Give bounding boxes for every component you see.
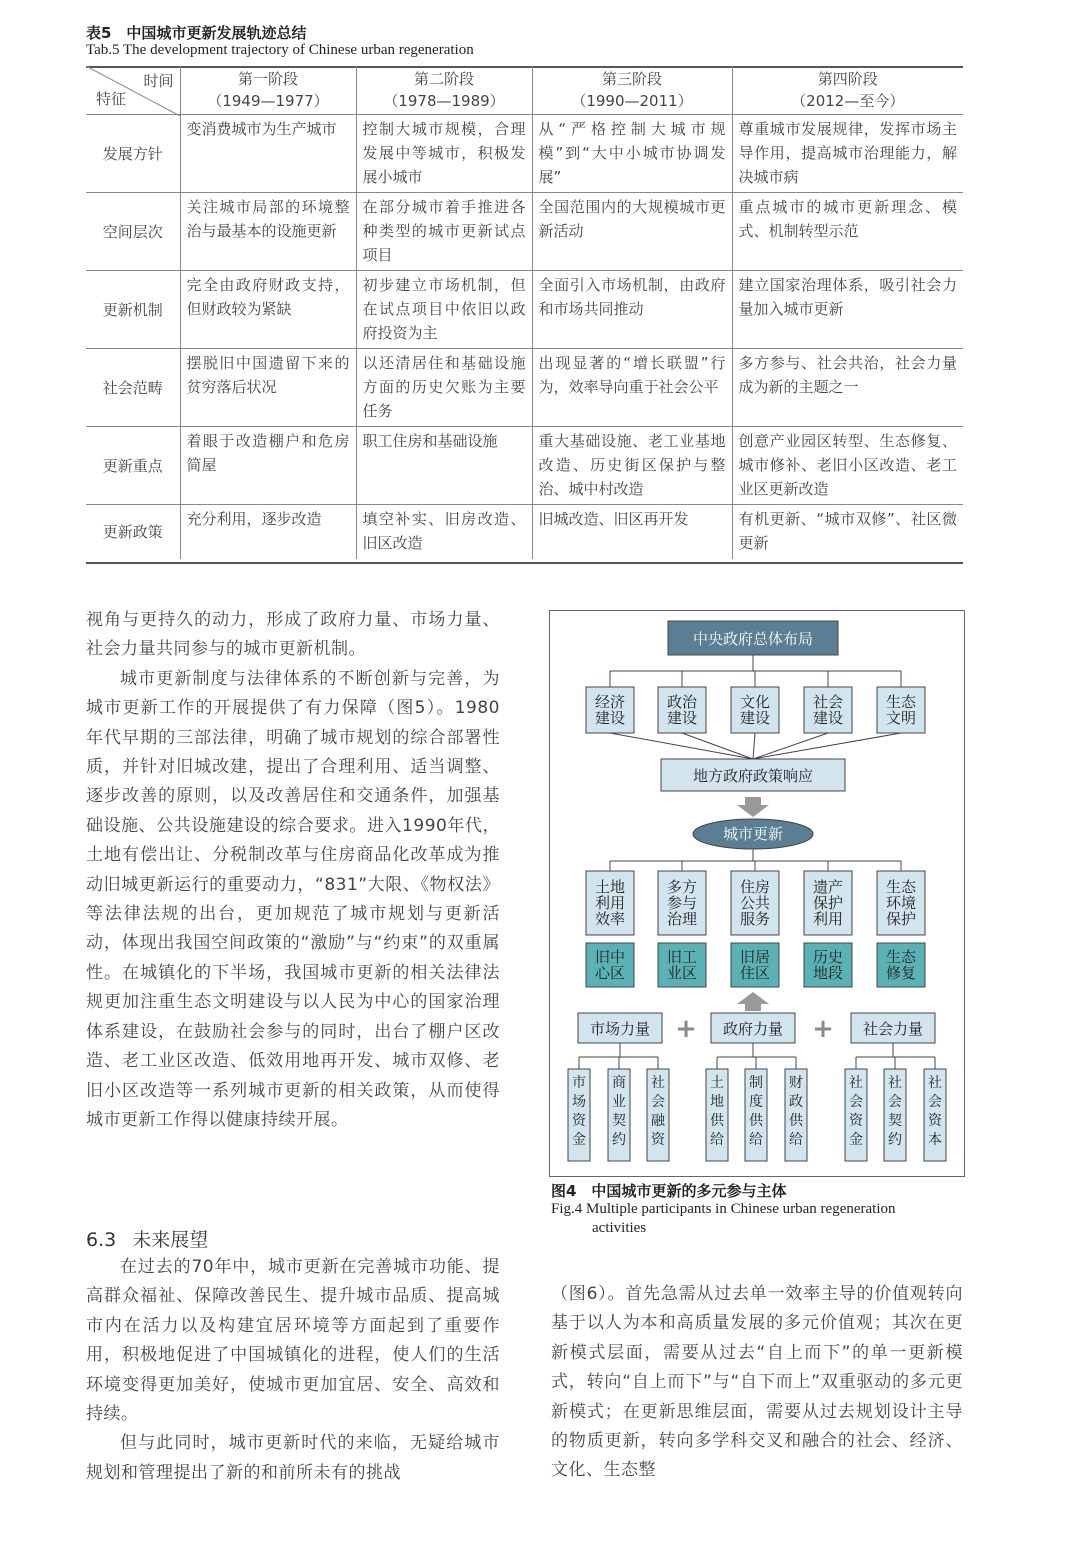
table-cell: 多方参与、社会共治，社会力量成为新的主题之一 [732,349,963,427]
stage-header: 第二阶段 （1978—1989） [356,66,532,115]
row-label: 更新机制 [86,271,180,349]
construction-label: 建设 [666,709,698,727]
source-label: 财 [789,1075,803,1091]
table-corner-cell [86,66,180,115]
source-label: 社 [928,1075,942,1091]
source-label: 度 [749,1094,763,1110]
paragraph: 视角与更持久的动力，形成了政府力量、市场力量、社会力量共同参与的城市更新机制。 [86,610,500,660]
area-label: 旧中 [594,948,626,966]
connector-line [753,733,755,759]
goal-label: 多方 [666,878,698,896]
table-cell: 填空补实、旧房改造、旧区改造 [356,505,532,559]
table-title-en: Tab.5 The development trajectory of Chinese urban regeneration [86,42,474,58]
goal-label: 住房 [739,878,771,896]
table-cell: 变消费城市为生产城市 [180,115,356,193]
source-label: 资 [572,1113,586,1129]
goal-label: 参与 [666,894,698,912]
goal-label: 保护 [885,910,917,928]
construction-label: 建设 [739,709,771,727]
table-cell: 有机更新、“城市双修”、社区微更新 [732,505,963,559]
down-arrow-icon [737,797,769,817]
construction-label: 社会 [812,693,844,711]
source-label: 会 [849,1094,863,1110]
connector-line [682,733,753,759]
force-label: 市场力量 [589,1020,651,1038]
area-label: 生态 [885,948,917,966]
construction-label: 文化 [739,693,771,711]
area-label: 历史 [812,948,844,966]
row-label: 社会范畴 [86,349,180,427]
source-label: 资 [928,1113,942,1129]
corner-time-label: 时间 [143,72,174,90]
area-label: 心区 [594,964,626,982]
source-label: 场 [572,1094,586,1110]
table-row [86,505,963,559]
stage-header: 第四阶段 （2012—至今） [732,66,963,115]
goal-label: 遗产 [812,878,844,896]
row-label: 空间层次 [86,193,180,271]
source-label: 土 [710,1075,724,1091]
stage-header: 第一阶段 （1949—1977） [180,66,356,115]
goal-label: 服务 [739,910,771,928]
table-cell: 职工住房和基础设施 [356,427,532,505]
source-label: 契 [612,1113,626,1129]
goal-label: 生态 [885,878,917,896]
goal-label: 保护 [812,894,844,912]
figure-caption-en: Fig.4 Multiple participants in Chinese urban regeneration activities [551,1201,896,1236]
source-label: 本 [928,1132,942,1148]
source-label: 给 [749,1132,763,1148]
source-label: 融 [651,1113,665,1129]
row-label: 发展方针 [86,115,180,193]
source-label: 给 [789,1132,803,1148]
table-cell: 在部分城市着手推进各种类型的城市更新试点项目 [356,193,532,271]
source-label: 金 [572,1132,586,1148]
up-arrow-icon [737,992,769,1011]
right-column [551,1280,963,1486]
row-label: 更新重点 [86,427,180,505]
table-row [86,271,963,349]
goal-label: 利用 [594,894,626,912]
local-government-label: 地方政府政策响应 [692,767,814,785]
source-label: 契 [888,1113,902,1129]
left-column-2 [86,1253,500,1488]
source-label: 资 [651,1132,665,1148]
table-cell: 从“严格控制大城市规模”到“大中小城市协调发展” [532,115,732,193]
table-cell: 创意产业园区转型、生态修复、城市修补、老旧小区改造、老工业区更新改造 [732,427,963,505]
table-cell: 出现显著的“增长联盟”行为，效率导向重于社会公平 [532,349,732,427]
area-label: 修复 [885,964,917,982]
source-label: 业 [612,1094,626,1110]
table-cell: 尊重城市发展规律，发挥市场主导作用，提高城市治理能力，解决城市病 [732,115,963,193]
source-label: 商 [612,1075,626,1091]
goal-label: 效率 [594,910,626,928]
area-label: 旧工 [666,948,698,966]
table-bottom-rule [86,562,963,564]
plus-icon: + [812,1014,834,1044]
goal-label: 治理 [666,910,698,928]
source-label: 政 [789,1094,803,1110]
goal-label: 环境 [885,894,917,912]
plus-icon: + [675,1014,697,1044]
table-row [86,349,963,427]
source-label: 社 [849,1075,863,1091]
source-label: 地 [710,1094,724,1110]
force-label: 政府力量 [722,1020,784,1038]
source-label: 社 [888,1075,902,1091]
table-cell: 充分利用，逐步改造 [180,505,356,559]
goal-label: 公共 [739,894,771,912]
construction-label: 政治 [666,693,698,711]
source-label: 供 [710,1113,724,1129]
construction-label: 经济 [594,693,626,711]
source-label: 金 [849,1132,863,1148]
source-label: 供 [749,1113,763,1129]
table-row [86,427,963,505]
section-heading [86,1225,208,1252]
table-row [86,193,963,271]
source-label: 约 [612,1132,626,1148]
table-cell: 重点城市的城市更新理念、模式、机制转型示范 [732,193,963,271]
participants-diagram [550,611,964,1176]
figure-frame [549,610,965,1177]
stage-header: 第三阶段 （1990—2011） [532,66,732,115]
source-label: 市 [572,1075,586,1091]
source-label: 会 [928,1094,942,1110]
table-cell: 初步建立市场机制，但在试点项目中依旧以政府投资为主 [356,271,532,349]
table-cell: 关注城市局部的环境整治与最基本的设施更新 [180,193,356,271]
table-cell: 重大基础设施、老工业基地改造、历史街区保护与整治、城中村改造 [532,427,732,505]
construction-label: 建设 [812,709,844,727]
force-label: 社会力量 [862,1020,924,1038]
row-label: 更新政策 [102,522,163,541]
table-cell: 以还清居住和基础设施方面的历史欠账为主要任务 [356,349,532,427]
trajectory-table [86,66,963,559]
area-label: 地段 [812,964,844,982]
area-label: 旧居 [739,948,771,966]
table-cell: 控制大城市规模，合理发展中等城市，积极发展小城市 [356,115,532,193]
construction-label: 生态 [885,693,917,711]
table-cell: 全国范围内的大规模城市更新活动 [532,193,732,271]
area-label: 住区 [739,964,771,982]
table-cell: 全面引入市场机制，由政府和市场共同推动 [532,271,732,349]
source-label: 会 [888,1094,902,1110]
table-cell: 建立国家治理体系，吸引社会力量加入城市更新 [732,271,963,349]
source-label: 资 [849,1113,863,1129]
construction-label: 文明 [885,709,917,727]
corner-feature-label: 特征 [96,90,127,108]
figure-caption: 图4 中国城市更新的多元参与主体 [551,1182,787,1200]
source-label: 会 [651,1094,665,1110]
table-cell: 完全由政府财政支持，但财政较为紧缺 [180,271,356,349]
table-row [86,115,963,193]
table-cell: 摆脱旧中国遗留下来的贫穷落后状况 [180,349,356,427]
table-cell: 旧城改造、旧区再开发 [532,505,732,559]
section-number: 6.3 [86,1229,117,1251]
paragraph: 在过去的70年中，城市更新在完善城市功能、提高群众福祉、保障改善民生、提升城市品质、提高城市内在活力以及构建宜居环境等方面起到了重要作用，积极地促进了中国城镇化的进程，使人们的生活环境变得更加美好，使城市更加宜居、安全、高效和持续。 [86,1257,500,1425]
source-label: 约 [888,1132,902,1148]
paragraph: （图6）。首先急需从过去单一效率主导的价值观转向基于以人为本和高质量发展的多元价值观；其次在更新模式层面，需要从过去“自上而下”的单一更新模式，转向“自上而下”与“自下而上”双重驱动的多元更新模式；在更新思维层面，需要从过去规划设计主导的物质更新，转向多学科交叉和融合的社会、经济、文化、生态整 [551,1284,963,1481]
paragraph: 但与此同时，城市更新时代的来临，无疑给城市规划和管理提出了新的和前所未有的挑战 [86,1433,500,1483]
table-cell: 着眼于改造棚户和危房简屋 [180,427,356,505]
source-label: 制 [749,1075,763,1091]
source-label: 社 [651,1075,665,1091]
central-government-label: 中央政府总体布局 [692,630,814,648]
connector-line [753,733,828,759]
source-label: 供 [789,1113,803,1129]
connector-line [610,733,753,759]
left-column [86,606,500,1135]
urban-renewal-label: 城市更新 [722,825,784,843]
section-title: 未来展望 [132,1229,209,1251]
connector-line [753,733,901,759]
table-title: 表5 中国城市更新发展轨迹总结 [86,24,307,42]
goal-label: 土地 [594,878,626,896]
table-header-row [86,66,963,115]
goal-label: 利用 [812,910,844,928]
area-label: 业区 [666,964,698,982]
source-label: 给 [710,1132,724,1148]
construction-label: 建设 [594,709,626,727]
paragraph: 城市更新制度与法律体系的不断创新与完善，为城市更新工作的开展提供了有力保障（图5）。1980年代早期的三部法律，明确了城市规划的综合部署性质，并针对旧城改建，提出了合理利用、适当调整、逐步改善的原则，以及改善居住和交通条件，加强基础设施、公共设施建设的综合要求。进入1990年代，土地有偿出让、分税制改革与住房商品化改革成为推动旧城更新运行的重要动力，“831”大限、《物权法》等法律法规的出台，更加规范了城市规划与更新活动，体现出我国空间政策的“激励”与“约束”的双重属性。在城镇化的下半场，我国城市更新的相关法律法规更加注重生态文明建设与以人民为中心的国家治理体系建设，在鼓励社会参与的同时，出台了棚户区改造、老工业区改造、低效用地再开发、城市双修、老旧小区改造等一系列城市更新的相关政策，从而使得城市更新工作得以健康持续开展。 [86,668,500,1130]
